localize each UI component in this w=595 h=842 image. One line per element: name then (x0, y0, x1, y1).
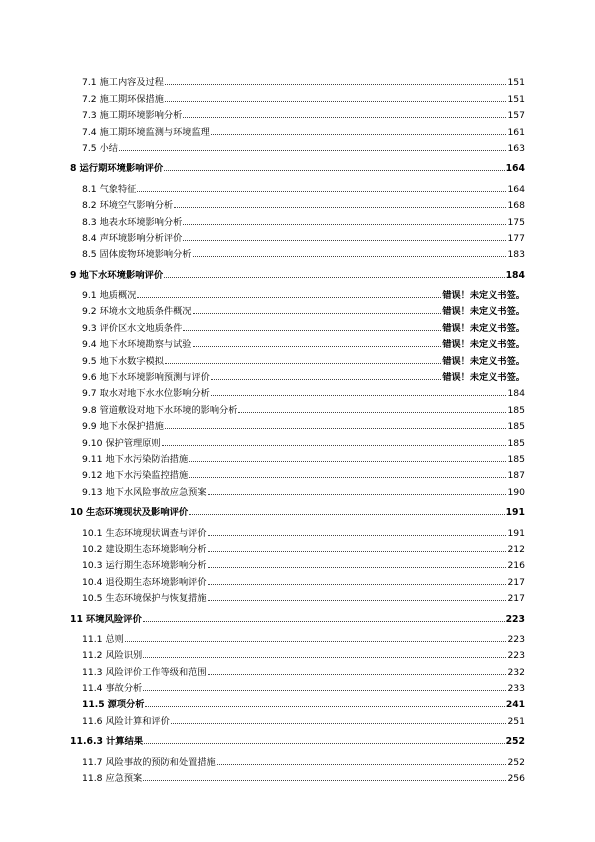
toc-entry-number: 10.3 (82, 560, 103, 572)
toc-entry-number: 7.3 (82, 110, 97, 122)
toc-entry-number: 11.3 (82, 666, 103, 678)
toc-entry-number: 11.7 (82, 756, 103, 768)
toc-section-entry[interactable] (70, 350, 525, 366)
toc-dot-leader (211, 394, 506, 396)
toc-entry-title: 小结 (99, 142, 118, 154)
toc-entry-number: 10.2 (82, 543, 103, 555)
toc-entry-title: 地下水环境勘察与试验 (99, 339, 192, 351)
toc-entry-title: 保护管理原则 (105, 437, 161, 449)
toc-entry-title: 风险识别 (105, 650, 143, 662)
toc-section-entry[interactable] (70, 416, 525, 432)
toc-dot-leader (183, 329, 441, 331)
toc-page-number: 错误！未定义书签。 (442, 372, 525, 384)
toc-entry-title: 施工内容及过程 (99, 77, 164, 89)
toc-page-number: 184 (507, 388, 525, 400)
toc-section-entry[interactable] (70, 645, 525, 661)
table-of-contents (70, 72, 525, 784)
toc-entry-title: 地下水数字模拟 (99, 355, 164, 367)
toc-dot-leader (208, 534, 506, 536)
toc-section-entry[interactable] (70, 661, 525, 677)
toc-dot-leader (162, 444, 506, 446)
toc-entry-number: 11.5 (82, 699, 105, 711)
toc-section-entry[interactable] (70, 481, 525, 497)
toc-dot-leader (217, 763, 506, 765)
toc-section-entry[interactable] (70, 751, 525, 767)
toc-dot-leader (145, 705, 504, 707)
toc-dot-leader (165, 427, 506, 429)
toc-dot-leader (143, 689, 506, 691)
toc-section-entry[interactable] (70, 121, 525, 137)
toc-entry-number: 10.5 (82, 593, 103, 605)
toc-page-number: 错误！未定义书签。 (442, 355, 525, 367)
toc-dot-leader (183, 223, 506, 225)
toc-chapter-entry[interactable] (70, 502, 525, 518)
toc-entry-title: 施工期环保措施 (99, 93, 164, 105)
toc-section-entry[interactable] (70, 301, 525, 317)
toc-section-entry[interactable] (70, 571, 525, 587)
toc-entry-title: 风险事故的预防和处置措施 (105, 756, 216, 768)
toc-entry-number: 11.4 (82, 683, 103, 695)
toc-entry-number: 11.8 (82, 773, 103, 785)
toc-entry-title: 地质概况 (99, 290, 137, 302)
toc-entry-title: 环境水文地质条件概况 (99, 306, 192, 318)
toc-entry-title: 退役期生态环境影响评价 (105, 576, 207, 588)
toc-page-number: 184 (505, 269, 525, 281)
toc-page-number: 251 (507, 715, 525, 727)
toc-page-number: 164 (505, 163, 525, 175)
toc-dot-leader (174, 206, 506, 208)
toc-dot-leader (208, 493, 506, 495)
toc-entry-title: 环境空气影响分析 (99, 200, 174, 212)
toc-page-number: 151 (507, 93, 525, 105)
toc-entry-title: 计算结果 (105, 736, 144, 748)
toc-dot-leader (165, 100, 506, 102)
toc-entry-number: 9.7 (82, 388, 97, 400)
toc-entry-number: 9.11 (82, 453, 103, 465)
toc-entry-title: 评价区水文地质条件 (99, 322, 183, 334)
toc-entry-title: 建设期生态环境影响分析 (105, 543, 207, 555)
toc-entry-title: 地下水环境影响评价 (79, 269, 164, 281)
toc-page-number: 223 (507, 633, 525, 645)
toc-section-entry[interactable] (70, 367, 525, 383)
toc-entry-number: 10.1 (82, 527, 103, 539)
toc-dot-leader (183, 116, 506, 118)
toc-page-number: 223 (505, 613, 525, 625)
toc-dot-leader (137, 296, 441, 298)
toc-section-entry[interactable] (70, 432, 525, 448)
toc-section-entry[interactable] (70, 138, 525, 154)
toc-section-entry[interactable] (70, 211, 525, 227)
toc-page-number: 232 (507, 666, 525, 678)
toc-dot-leader (189, 513, 504, 515)
toc-section-entry[interactable] (70, 399, 525, 415)
toc-dot-leader (193, 312, 442, 314)
toc-entry-number: 8.4 (82, 232, 97, 244)
toc-dot-leader (193, 255, 507, 257)
toc-dot-leader (183, 239, 506, 241)
toc-entry-number: 8.5 (82, 249, 97, 261)
toc-dot-leader (208, 673, 506, 675)
toc-page-number: 252 (507, 756, 525, 768)
toc-entry-title: 地下水污染防治措施 (105, 453, 189, 465)
toc-entry-number: 7.1 (82, 77, 97, 89)
toc-entry-title: 生态环境保护与恢复措施 (105, 593, 207, 605)
toc-entry-number: 11.6.3 (70, 736, 103, 748)
toc-section-entry[interactable] (70, 195, 525, 211)
toc-entry-title: 运行期环境影响评价 (79, 163, 164, 175)
toc-dot-leader (143, 620, 505, 622)
toc-page-number: 151 (507, 77, 525, 89)
toc-page-number: 错误！未定义书签。 (442, 339, 525, 351)
toc-entry-number: 9 (70, 269, 77, 281)
toc-dot-leader (189, 476, 506, 478)
toc-entry-number: 9.3 (82, 322, 97, 334)
toc-entry-title: 应急预案 (105, 773, 143, 785)
toc-page-number: 175 (507, 216, 525, 228)
toc-dot-leader (119, 149, 506, 151)
toc-section-entry[interactable] (70, 244, 525, 260)
toc-page-number: 177 (507, 232, 525, 244)
toc-entry-title: 风险计算和评价 (105, 715, 170, 727)
toc-entry-number: 9.13 (82, 486, 103, 498)
toc-page-number: 错误！未定义书签。 (442, 290, 525, 302)
toc-page-number: 161 (507, 126, 525, 138)
toc-dot-leader (165, 83, 506, 85)
toc-entry-number: 10 (70, 507, 83, 519)
toc-entry-number: 7.2 (82, 93, 97, 105)
toc-dot-leader (211, 133, 506, 135)
toc-entry-number: 9.12 (82, 470, 103, 482)
toc-page-number: 216 (507, 560, 525, 572)
toc-section-entry[interactable] (70, 72, 525, 88)
toc-section-entry[interactable] (70, 88, 525, 104)
toc-page-number: 185 (507, 437, 525, 449)
toc-entry-number: 7.5 (82, 142, 97, 154)
toc-section-entry[interactable] (70, 522, 525, 538)
toc-section-entry[interactable] (70, 383, 525, 399)
toc-section-entry[interactable] (70, 105, 525, 121)
toc-section-entry[interactable] (70, 285, 525, 301)
toc-page-number: 185 (507, 421, 525, 433)
toc-page-number: 157 (507, 110, 525, 122)
toc-entry-number: 7.4 (82, 126, 97, 138)
toc-entry-title: 管道敷设对地下水环境的影响分析 (99, 404, 238, 416)
toc-entry-number: 11 (70, 613, 83, 625)
toc-dot-leader (238, 411, 506, 413)
toc-dot-leader (193, 345, 442, 347)
toc-page-number: 168 (507, 200, 525, 212)
toc-page-number: 191 (507, 527, 525, 539)
toc-dot-leader (137, 190, 506, 192)
toc-page-number: 191 (505, 507, 525, 519)
toc-entry-title: 生态环境现状及影响评价 (85, 507, 189, 519)
toc-page-number: 252 (505, 736, 525, 748)
toc-chapter-entry[interactable] (70, 264, 525, 280)
toc-section-entry[interactable] (70, 178, 525, 194)
toc-page-number: 183 (507, 249, 525, 261)
toc-dot-leader (189, 460, 506, 462)
toc-dot-leader (208, 566, 506, 568)
toc-entry-number: 11.2 (82, 650, 103, 662)
toc-section-entry[interactable] (70, 334, 525, 350)
toc-page-number: 185 (507, 453, 525, 465)
toc-page-number: 190 (507, 486, 525, 498)
toc-dot-leader (171, 722, 506, 724)
toc-page-number: 256 (507, 773, 525, 785)
toc-entry-title: 风险评价工作等级和范围 (105, 666, 207, 678)
toc-dot-leader (208, 583, 506, 585)
toc-section-entry[interactable] (70, 768, 525, 784)
toc-entry-title: 施工期环境影响分析 (99, 110, 183, 122)
toc-dot-leader (164, 276, 504, 278)
toc-section-entry[interactable] (70, 678, 525, 694)
toc-dot-leader (144, 742, 504, 744)
toc-page-number: 217 (507, 576, 525, 588)
toc-chapter-entry[interactable] (70, 158, 525, 174)
toc-entry-title: 地表水环境影响分析 (99, 216, 183, 228)
toc-entry-title: 环境风险评价 (85, 613, 142, 625)
toc-entry-number: 9.5 (82, 355, 97, 367)
toc-entry-number: 11.1 (82, 633, 103, 645)
toc-entry-number: 10.4 (82, 576, 103, 588)
toc-entry-number: 9.6 (82, 372, 97, 384)
toc-dot-leader (125, 640, 506, 642)
toc-dot-leader (208, 599, 506, 601)
toc-entry-title: 生态环境现状调查与评价 (105, 527, 207, 539)
toc-dot-leader (165, 362, 441, 364)
toc-page-number: 163 (507, 142, 525, 154)
toc-dot-leader (208, 550, 506, 552)
toc-entry-title: 取水对地下水水位影响分析 (99, 388, 210, 400)
toc-page-number: 233 (507, 683, 525, 695)
toc-entry-title: 事故分析 (105, 683, 143, 695)
toc-section-entry[interactable] (70, 449, 525, 465)
toc-page-number: 164 (507, 183, 525, 195)
toc-entry-title: 地下水环境影响预测与评价 (99, 372, 210, 384)
toc-dot-leader (164, 169, 504, 171)
toc-entry-title: 施工期环境监测与环境监理 (99, 126, 210, 138)
toc-entry-title: 地下水风险事故应急预案 (105, 486, 207, 498)
toc-entry-number: 9.8 (82, 404, 97, 416)
toc-entry-title: 地下水保护措施 (99, 421, 164, 433)
toc-entry-number: 9.4 (82, 339, 97, 351)
toc-dot-leader (143, 656, 506, 658)
toc-entry-number: 8.3 (82, 216, 97, 228)
toc-section-entry[interactable] (70, 539, 525, 555)
toc-entry-title: 声环境影响分析评价 (99, 232, 183, 244)
toc-chapter-entry[interactable] (70, 608, 525, 624)
toc-page-number: 错误！未定义书签。 (442, 306, 525, 318)
toc-entry-number: 8.1 (82, 183, 97, 195)
toc-dot-leader (211, 378, 441, 380)
toc-entry-title: 固体废物环境影响分析 (99, 249, 192, 261)
toc-page-number: 223 (507, 650, 525, 662)
toc-section-entry[interactable] (70, 694, 525, 710)
toc-entry-title: 总则 (105, 633, 124, 645)
toc-entry-number: 9.10 (82, 437, 103, 449)
toc-section-entry[interactable] (70, 555, 525, 571)
toc-page-number: 217 (507, 593, 525, 605)
toc-chapter-entry[interactable] (70, 731, 525, 747)
toc-entry-number: 8 (70, 163, 77, 175)
toc-page-number: 185 (507, 404, 525, 416)
toc-dot-leader (143, 779, 506, 781)
toc-entry-number: 9.2 (82, 306, 97, 318)
toc-section-entry[interactable] (70, 629, 525, 645)
toc-page-number: 错误！未定义书签。 (442, 322, 525, 334)
toc-entry-title: 源项分析 (107, 699, 145, 711)
toc-page-number: 241 (505, 699, 525, 711)
toc-section-entry[interactable] (70, 228, 525, 244)
toc-entry-number: 9.9 (82, 421, 97, 433)
toc-section-entry[interactable] (70, 588, 525, 604)
toc-entry-number: 11.6 (82, 715, 103, 727)
toc-entry-number: 9.1 (82, 290, 97, 302)
toc-entry-title: 地下水污染监控措施 (105, 470, 189, 482)
toc-section-entry[interactable] (70, 317, 525, 333)
toc-section-entry[interactable] (70, 710, 525, 726)
toc-page-number: 187 (507, 470, 525, 482)
toc-entry-number: 8.2 (82, 200, 97, 212)
toc-entry-title: 运行期生态环境影响分析 (105, 560, 207, 572)
toc-section-entry[interactable] (70, 465, 525, 481)
toc-page-number: 212 (507, 543, 525, 555)
toc-entry-title: 气象特征 (99, 183, 137, 195)
